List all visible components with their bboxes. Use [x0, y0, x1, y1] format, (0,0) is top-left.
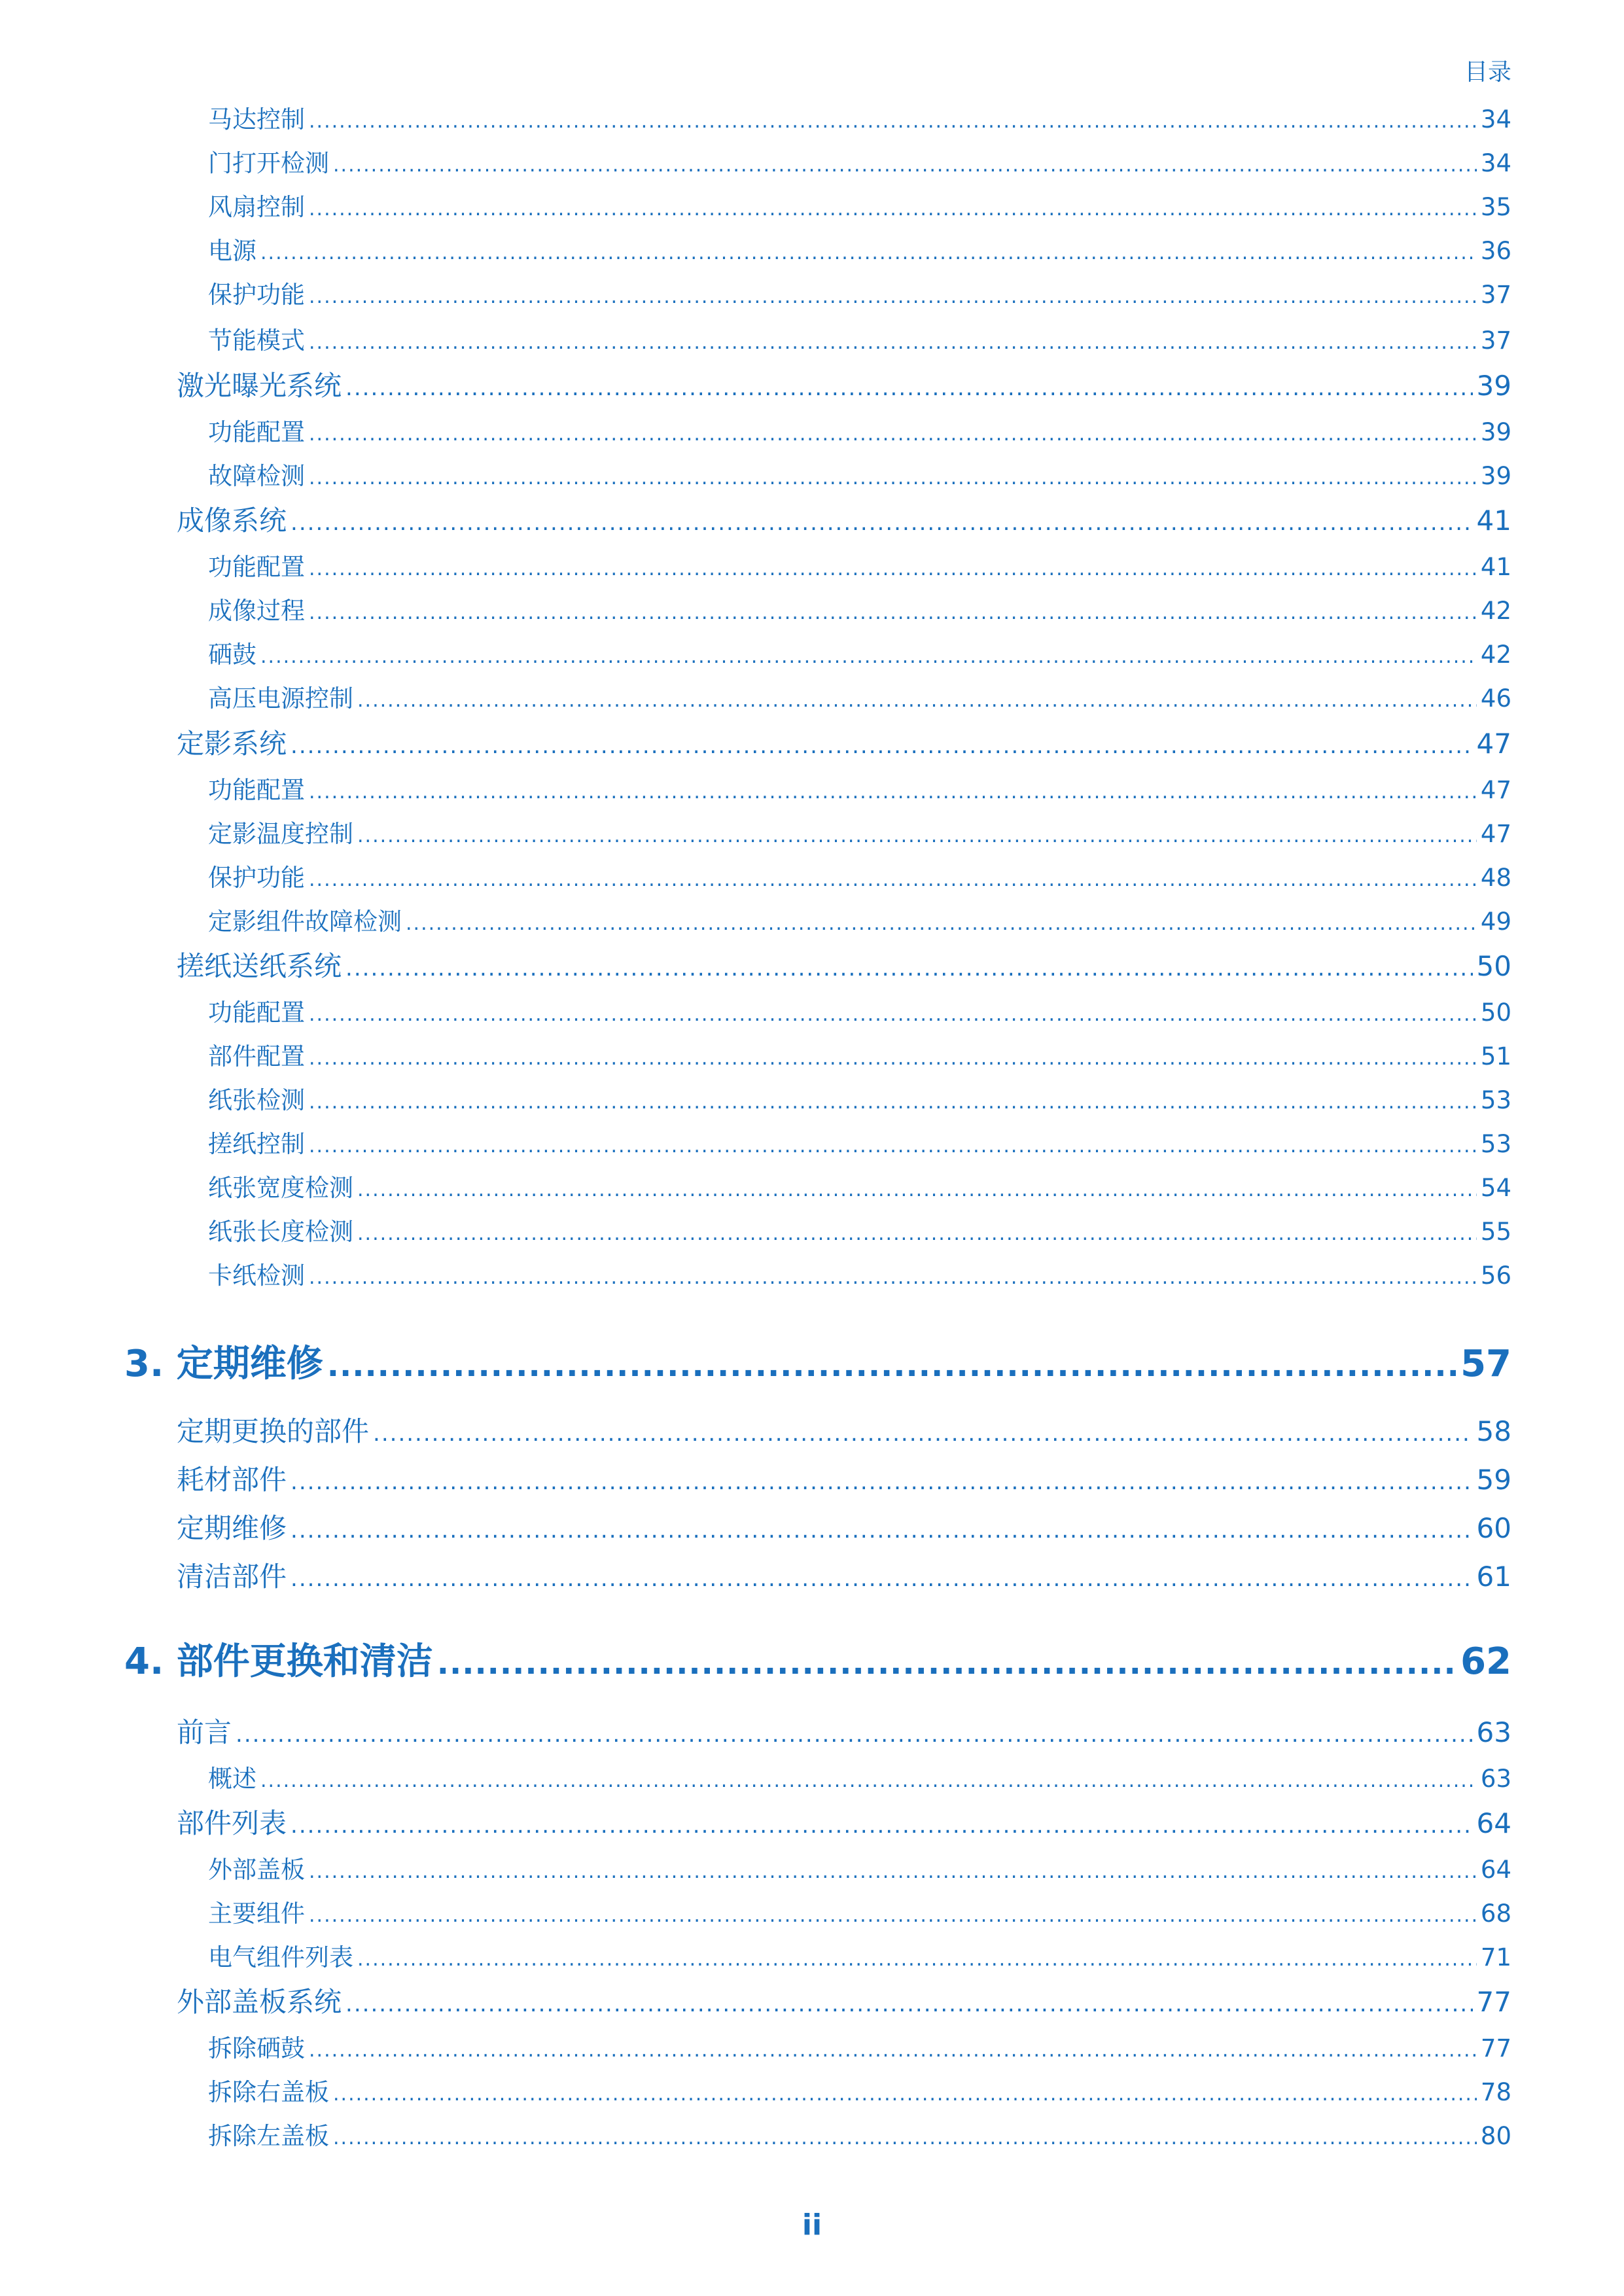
- toc-entry-page: 50: [1480, 998, 1511, 1027]
- toc-entry-page: 39: [1480, 462, 1511, 490]
- dot-leader: [406, 912, 1477, 935]
- toc-entry-page: 50: [1476, 950, 1511, 982]
- toc-entry[interactable]: [208, 902, 1511, 936]
- toc-entry-title: 搓纸送纸系统: [177, 950, 342, 982]
- toc-entry-page: 34: [1480, 105, 1511, 133]
- toc-entry[interactable]: [177, 499, 1511, 539]
- toc-entry-page: 61: [1476, 1561, 1511, 1593]
- toc-entry-page: 47: [1480, 776, 1511, 804]
- toc-chapter-entry[interactable]: [124, 1633, 1511, 1685]
- dot-leader: [437, 1645, 1456, 1682]
- dot-leader: [333, 154, 1477, 177]
- toc-entry-page: 53: [1480, 1086, 1511, 1114]
- toc-entry[interactable]: [208, 1036, 1511, 1070]
- toc-entry-title: 功能配置: [208, 776, 305, 804]
- toc-entry-page: 34: [1480, 149, 1511, 177]
- toc-entry[interactable]: [208, 547, 1511, 581]
- dot-leader: [357, 1178, 1477, 1201]
- toc-entry-page: 58: [1476, 1415, 1511, 1447]
- toc-entry[interactable]: [208, 1256, 1511, 1290]
- dot-leader: [309, 1135, 1477, 1157]
- toc-entry-title: 部件配置: [208, 1042, 305, 1070]
- toc-entry[interactable]: [208, 679, 1511, 713]
- dot-leader: [333, 2083, 1477, 2106]
- toc-entry-page: 63: [1476, 1716, 1511, 1748]
- toc-entry-title: 功能配置: [208, 418, 305, 446]
- toc-entry[interactable]: [208, 1850, 1511, 1884]
- toc-entry[interactable]: [208, 456, 1511, 490]
- toc-entry-title: 卡纸检测: [208, 1262, 305, 1290]
- toc-entry[interactable]: [208, 231, 1511, 265]
- toc-entry-page: 49: [1480, 908, 1511, 936]
- toc-entry[interactable]: [208, 591, 1511, 625]
- toc-entry-page: 60: [1476, 1512, 1511, 1544]
- toc-entry-title: 电源: [208, 237, 256, 265]
- toc-entry[interactable]: [208, 814, 1511, 848]
- toc-entry-title: 定期更换的部件: [177, 1415, 370, 1447]
- toc-entry-title: 成像系统: [177, 504, 287, 537]
- toc-entry[interactable]: [208, 321, 1511, 355]
- toc-entry[interactable]: [208, 1168, 1511, 1202]
- toc-entry-page: 53: [1480, 1130, 1511, 1158]
- toc-entry-page: 48: [1480, 864, 1511, 892]
- dot-leader: [309, 331, 1477, 354]
- toc-entry-title: 马达控制: [208, 105, 305, 133]
- dot-leader: [291, 510, 1473, 536]
- toc-entry[interactable]: [208, 99, 1511, 133]
- toc-entry-title: 概述: [208, 1765, 256, 1793]
- toc-entry[interactable]: [177, 1802, 1511, 1841]
- toc-entry-page: 37: [1480, 327, 1511, 355]
- dot-leader: [373, 1421, 1473, 1447]
- dot-leader: [309, 1003, 1477, 1026]
- toc-entry[interactable]: [177, 1458, 1511, 1498]
- toc-entry-title: 功能配置: [208, 553, 305, 581]
- dot-leader: [357, 1948, 1477, 1971]
- dot-leader: [309, 467, 1477, 489]
- toc-entry[interactable]: [177, 722, 1511, 762]
- toc-entry[interactable]: [177, 1410, 1511, 1449]
- dot-leader: [309, 1091, 1477, 1114]
- toc-entry-page: 42: [1480, 641, 1511, 669]
- toc-entry-title: 节能模式: [208, 327, 305, 355]
- toc-entry-page: 46: [1480, 684, 1511, 713]
- dot-leader: [357, 689, 1477, 712]
- toc-entry-page: 56: [1480, 1262, 1511, 1290]
- toc-entry-page: 47: [1480, 820, 1511, 848]
- dot-leader: [345, 955, 1473, 981]
- dot-leader: [309, 1860, 1477, 1883]
- toc-entry-page: 41: [1476, 504, 1511, 537]
- toc-entry[interactable]: [177, 1711, 1511, 1750]
- toc-entry-page: 77: [1476, 1986, 1511, 2018]
- toc-chapter-entry[interactable]: [124, 1335, 1511, 1387]
- toc-entry[interactable]: [177, 1981, 1511, 2020]
- toc-entry-page: 78: [1480, 2078, 1511, 2106]
- toc-entry-title: 纸张长度检测: [208, 1218, 353, 1246]
- dot-leader: [236, 1722, 1473, 1748]
- toc-entry-page: 64: [1476, 1807, 1511, 1839]
- dot-leader: [309, 110, 1477, 133]
- toc-entry-title: 清洁部件: [177, 1561, 287, 1593]
- toc-entry[interactable]: [208, 858, 1511, 892]
- dot-leader: [309, 1047, 1477, 1070]
- toc-entry[interactable]: [208, 1212, 1511, 1246]
- dot-leader: [260, 1769, 1477, 1792]
- toc-entry-title: 拆除右盖板: [208, 2078, 329, 2106]
- toc-entry-page: 42: [1480, 597, 1511, 625]
- toc-entry-title: 前言: [177, 1716, 232, 1748]
- dot-leader: [309, 285, 1477, 308]
- dot-leader: [260, 241, 1477, 264]
- toc-entry-title: 外部盖板系统: [177, 1986, 342, 2018]
- toc-entry-title: 拆除硒鼓: [208, 2034, 305, 2062]
- toc-entry[interactable]: [177, 945, 1511, 984]
- toc-entry-page: 59: [1476, 1464, 1511, 1496]
- toc-entry-title: 电气组件列表: [208, 1943, 353, 1971]
- toc-entry-title: 拆除左盖板: [208, 2122, 329, 2150]
- dot-leader: [291, 1469, 1473, 1495]
- toc-entry[interactable]: [208, 2072, 1511, 2106]
- toc-entry-page: 51: [1480, 1042, 1511, 1070]
- running-header: 目录: [1464, 59, 1511, 86]
- toc-entry-title: 耗材部件: [177, 1464, 287, 1496]
- dot-leader: [309, 781, 1477, 804]
- toc-entry-title: 功能配置: [208, 998, 305, 1027]
- dot-leader: [291, 1566, 1473, 1592]
- toc-entry-title: 部件列表: [177, 1807, 287, 1839]
- toc-entry-title: 保护功能: [208, 864, 305, 892]
- page-number: ii: [802, 2208, 822, 2242]
- toc-entry[interactable]: [177, 1507, 1511, 1546]
- toc-entry-title: 外部盖板: [208, 1856, 305, 1884]
- toc-entry-page: 68: [1480, 1899, 1511, 1928]
- toc-entry-page: 47: [1476, 728, 1511, 760]
- toc-entry-page: 57: [1460, 1343, 1511, 1385]
- dot-leader: [309, 601, 1477, 624]
- toc-entry-page: 63: [1480, 1765, 1511, 1793]
- toc-entry-page: 39: [1480, 418, 1511, 446]
- toc-entry-title: 保护功能: [208, 281, 305, 309]
- dot-leader: [357, 1222, 1477, 1245]
- toc-entry-title: 3. 定期维修: [124, 1343, 323, 1385]
- dot-leader: [309, 198, 1477, 221]
- toc-entry-title: 4. 部件更换和清洁: [124, 1640, 433, 1683]
- toc-entry-page: 41: [1480, 553, 1511, 581]
- toc-entry-title: 搓纸控制: [208, 1130, 305, 1158]
- toc-entry[interactable]: [208, 187, 1511, 221]
- toc-entry[interactable]: [208, 275, 1511, 309]
- toc-entry-page: 55: [1480, 1218, 1511, 1246]
- dot-leader: [309, 2039, 1477, 2062]
- dot-leader: [291, 1812, 1473, 1839]
- dot-leader: [333, 2127, 1477, 2149]
- toc-entry[interactable]: [208, 1759, 1511, 1793]
- toc-entry-page: 35: [1480, 193, 1511, 221]
- toc-entry[interactable]: [208, 412, 1511, 446]
- toc-entry-title: 门打开检测: [208, 149, 329, 177]
- toc-entry-page: 71: [1480, 1943, 1511, 1971]
- dot-leader: [309, 868, 1477, 891]
- toc-entry[interactable]: [208, 1124, 1511, 1158]
- dot-leader: [309, 557, 1477, 580]
- dot-leader: [291, 733, 1473, 759]
- toc-entry-title: 定影组件故障检测: [208, 908, 402, 936]
- dot-leader: [357, 824, 1477, 847]
- dot-leader: [309, 1266, 1477, 1289]
- toc-entry-title: 定影系统: [177, 728, 287, 760]
- toc-entry[interactable]: [208, 1080, 1511, 1114]
- toc-entry-title: 激光曝光系统: [177, 370, 342, 402]
- toc-entry-page: 77: [1480, 2034, 1511, 2062]
- toc-entry-page: 39: [1476, 370, 1511, 402]
- dot-leader: [291, 1517, 1473, 1544]
- toc-entry-page: 54: [1480, 1174, 1511, 1202]
- toc-entry[interactable]: [208, 2116, 1511, 2150]
- toc-entry[interactable]: [208, 993, 1511, 1027]
- toc-entry-title: 纸张宽度检测: [208, 1174, 353, 1202]
- toc-entry-title: 风扇控制: [208, 193, 305, 221]
- toc-entry-title: 硒鼓: [208, 641, 256, 669]
- toc-entry[interactable]: [208, 635, 1511, 669]
- toc-entry[interactable]: [177, 1555, 1511, 1595]
- toc-entry-page: 80: [1480, 2122, 1511, 2150]
- dot-leader: [345, 375, 1473, 401]
- toc-entry-page: 62: [1460, 1640, 1511, 1683]
- toc-entry[interactable]: [208, 1937, 1511, 1971]
- toc-entry[interactable]: [208, 143, 1511, 177]
- dot-leader: [309, 1904, 1477, 1927]
- dot-leader: [260, 645, 1477, 668]
- toc-entry-title: 成像过程: [208, 597, 305, 625]
- toc-entry-title: 故障检测: [208, 462, 305, 490]
- toc-entry[interactable]: [208, 2028, 1511, 2062]
- toc-entry-title: 纸张检测: [208, 1086, 305, 1114]
- toc-entry-title: 主要组件: [208, 1899, 305, 1928]
- toc-entry[interactable]: [208, 770, 1511, 804]
- toc-entry-page: 64: [1480, 1856, 1511, 1884]
- toc-entry-title: 定影温度控制: [208, 820, 353, 848]
- toc-entry[interactable]: [208, 1894, 1511, 1928]
- toc-entry-title: 高压电源控制: [208, 684, 353, 713]
- toc-entry-title: 定期维修: [177, 1512, 287, 1544]
- dot-leader: [327, 1347, 1456, 1384]
- toc-entry-page: 36: [1480, 237, 1511, 265]
- dot-leader: [309, 423, 1477, 446]
- dot-leader: [345, 1991, 1473, 2017]
- toc-entry[interactable]: [177, 364, 1511, 404]
- toc-entry-page: 37: [1480, 281, 1511, 309]
